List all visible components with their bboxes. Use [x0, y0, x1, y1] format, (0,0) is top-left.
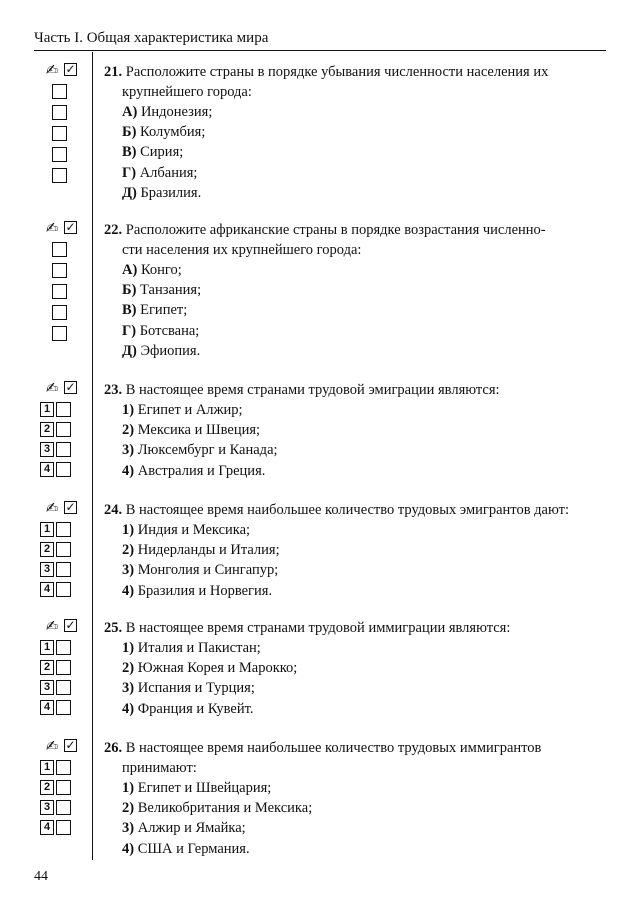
- option-item: А) Конго;: [122, 262, 182, 278]
- option-item: 2) Великобритания и Мексика;: [122, 800, 313, 817]
- checked-box-icon: ✓: [65, 500, 76, 514]
- option-item: А) Индонезия;: [122, 104, 213, 120]
- number-box: 1: [40, 760, 54, 775]
- number-box: 3: [40, 800, 54, 815]
- answer-box[interactable]: [56, 700, 71, 715]
- answer-box[interactable]: [52, 284, 67, 299]
- answer-box[interactable]: [52, 105, 67, 120]
- option-item: 4) Австралия и Греция.: [122, 462, 266, 479]
- option-item: 3) Монголия и Сингапур;: [122, 562, 279, 579]
- question-number: 24.: [104, 502, 123, 518]
- option-item: 1) Египет и Алжир;: [122, 402, 243, 418]
- number-box: 1: [40, 522, 54, 537]
- option-item: 4) США и Германия.: [122, 840, 250, 857]
- number-box: 2: [40, 422, 54, 437]
- answer-box[interactable]: [56, 522, 71, 537]
- answer-box[interactable]: [52, 84, 67, 99]
- pencil-icon: ✍: [45, 219, 59, 237]
- answer-box[interactable]: [56, 462, 71, 477]
- question-line: сти населения их крупнейшего города:: [122, 242, 362, 258]
- question-number: 21.: [104, 64, 123, 80]
- option-item: В) Сирия;: [122, 144, 184, 161]
- option-item: 1) Италия и Пакистан;: [122, 640, 261, 656]
- answer-box[interactable]: [56, 422, 71, 437]
- question-text: [104, 220, 604, 260]
- number-box: 3: [40, 680, 54, 695]
- options-list: [122, 400, 602, 481]
- answer-box[interactable]: [56, 680, 71, 695]
- option-item: 2) Южная Корея и Марокко;: [122, 660, 298, 677]
- question-text: [104, 62, 604, 102]
- answer-box[interactable]: [56, 442, 71, 457]
- option-item: 3) Люксембург и Канада;: [122, 442, 278, 459]
- page-number: 44: [34, 869, 48, 884]
- number-box: 1: [40, 640, 54, 655]
- margin-divider: [92, 52, 93, 860]
- number-box: 4: [40, 582, 54, 597]
- answer-box[interactable]: [52, 263, 67, 278]
- number-box: 1: [40, 402, 54, 417]
- answer-box[interactable]: [56, 800, 71, 815]
- checked-box-icon: ✓: [65, 738, 76, 752]
- option-item: 3) Испания и Турция;: [122, 680, 255, 697]
- page-header: Часть I. Общая характеристика мира: [34, 28, 606, 51]
- answer-box[interactable]: [52, 305, 67, 320]
- question-text: [104, 500, 604, 520]
- question-line: Расположите страны в порядке убывания численности населения их: [125, 64, 549, 80]
- question-line: В настоящее время наибольшее количество трудовых эмигрантов дают:: [125, 502, 569, 518]
- answer-box[interactable]: [56, 780, 71, 795]
- question-number: 23.: [104, 382, 123, 398]
- answer-box[interactable]: [52, 326, 67, 341]
- option-item: Г) Ботсвана;: [122, 322, 200, 339]
- question-text: [104, 618, 604, 638]
- option-item: 1) Египет и Швейцария;: [122, 780, 272, 796]
- options-list: [122, 260, 602, 361]
- answer-box[interactable]: [52, 147, 67, 162]
- question-number: 25.: [104, 620, 123, 636]
- checked-box-icon: ✓: [65, 380, 76, 394]
- answer-box[interactable]: [56, 402, 71, 417]
- pencil-icon: ✍: [45, 499, 59, 517]
- answer-box[interactable]: [52, 242, 67, 257]
- pencil-icon: ✍: [45, 737, 59, 755]
- number-box: 3: [40, 442, 54, 457]
- option-item: 2) Мексика и Швеция;: [122, 422, 261, 439]
- option-item: В) Египет;: [122, 302, 188, 319]
- option-item: 4) Бразилия и Норвегия.: [122, 582, 273, 599]
- answer-box[interactable]: [56, 582, 71, 597]
- question-line: принимают:: [122, 760, 197, 776]
- option-item: 4) Франция и Кувейт.: [122, 700, 254, 717]
- option-item: Д) Бразилия.: [122, 184, 202, 201]
- option-item: 3) Алжир и Ямайка;: [122, 820, 246, 837]
- answer-box[interactable]: [56, 562, 71, 577]
- answer-box[interactable]: [56, 820, 71, 835]
- pencil-icon: ✍: [45, 379, 59, 397]
- option-item: Г) Албания;: [122, 164, 198, 181]
- option-item: Д) Эфиопия.: [122, 342, 201, 359]
- number-box: 4: [40, 462, 54, 477]
- question-line: крупнейшего города:: [122, 84, 252, 100]
- question-line: В настоящее время странами трудовой эмиграции являются:: [125, 382, 500, 398]
- number-box: 4: [40, 820, 54, 835]
- question-line: Расположите африканские страны в порядке возрастания численно-: [125, 222, 546, 238]
- question-line: В настоящее время наибольшее количество трудовых иммигрантов: [125, 740, 542, 756]
- option-item: Б) Колумбия;: [122, 124, 206, 141]
- answer-box[interactable]: [56, 640, 71, 655]
- options-list: [122, 638, 602, 719]
- number-box: 2: [40, 780, 54, 795]
- checked-box-icon: ✓: [65, 220, 76, 234]
- options-list: [122, 102, 602, 203]
- options-list: [122, 778, 602, 859]
- question-number: 26.: [104, 740, 123, 756]
- number-box: 3: [40, 562, 54, 577]
- question-text: [104, 738, 604, 778]
- option-item: 1) Индия и Мексика;: [122, 522, 251, 538]
- pencil-icon: ✍: [45, 617, 59, 635]
- number-box: 2: [40, 660, 54, 675]
- checked-box-icon: ✓: [65, 62, 76, 76]
- answer-box[interactable]: [56, 660, 71, 675]
- checked-box-icon: ✓: [65, 618, 76, 632]
- options-list: [122, 520, 602, 601]
- answer-box[interactable]: [52, 168, 67, 183]
- answer-box[interactable]: [56, 542, 71, 557]
- pencil-icon: ✍: [45, 61, 59, 79]
- question-line: В настоящее время странами трудовой иммиграции являются:: [125, 620, 511, 636]
- question-number: 22.: [104, 222, 123, 238]
- number-box: 2: [40, 542, 54, 557]
- answer-box[interactable]: [52, 126, 67, 141]
- option-item: 2) Нидерланды и Италия;: [122, 542, 280, 559]
- question-text: [104, 380, 604, 400]
- option-item: Б) Танзания;: [122, 282, 202, 299]
- number-box: 4: [40, 700, 54, 715]
- answer-box[interactable]: [56, 760, 71, 775]
